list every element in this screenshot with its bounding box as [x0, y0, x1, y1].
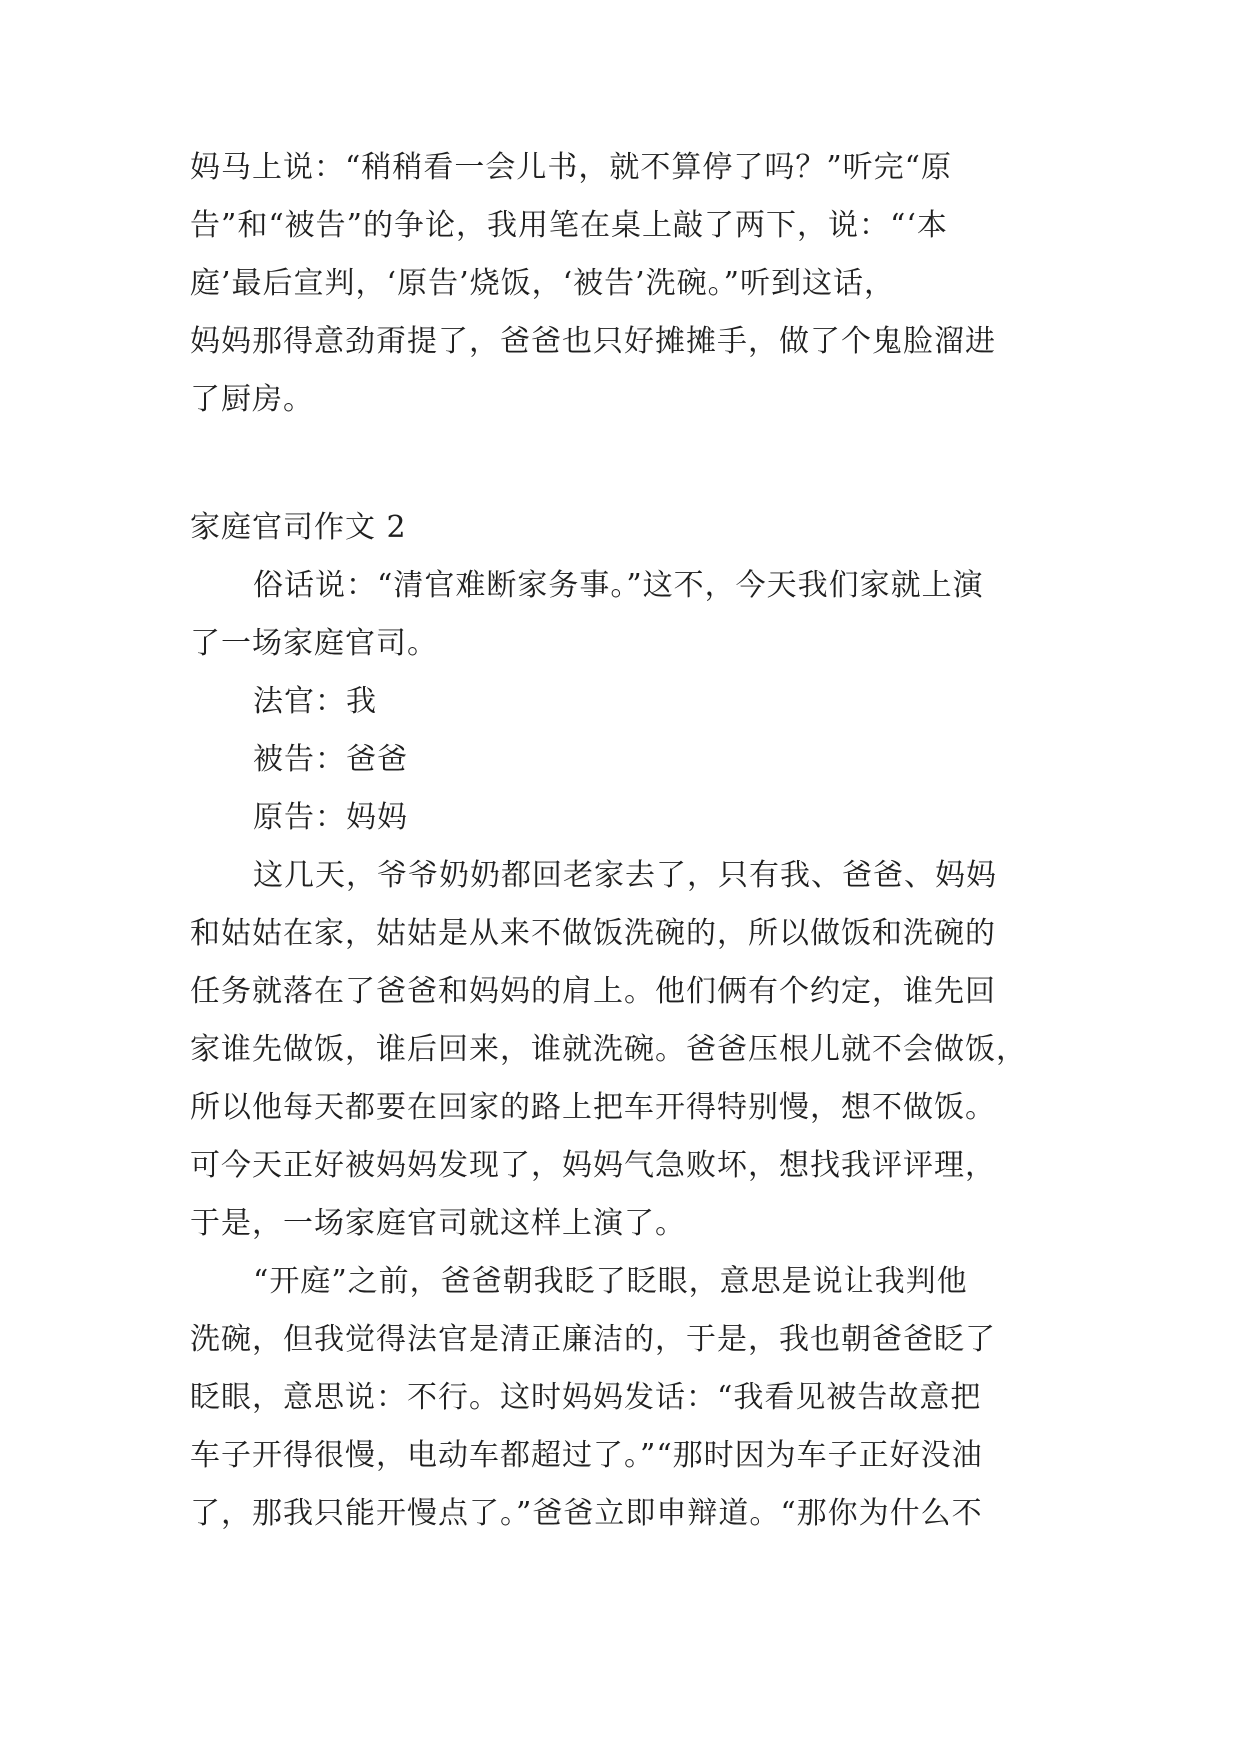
paragraph-line: 眨眼，意思说：不行。这时妈妈发话：“我看见被告故意把: [190, 1380, 982, 1415]
paragraph-line: 了一场家庭官司。: [190, 626, 438, 661]
paragraph-line: 所以他每天都要在回家的路上把车开得特别慢，想不做饭。: [190, 1090, 996, 1125]
paragraph-line: 家谁先做饭，谁后回来，谁就洗碗。爸爸压根儿就不会做饭，: [190, 1032, 1027, 1067]
paragraph-line: 任务就落在了爸爸和妈妈的肩上。他们俩有个约定，谁先回: [190, 974, 996, 1009]
paragraph-line: 告”和“被告”的争论，我用笔在桌上敲了两下，说：“‘本: [190, 208, 948, 243]
paragraph-line: 于是，一场家庭官司就这样上演了。: [190, 1206, 686, 1241]
paragraph-line: 了，那我只能开慢点了。”爸爸立即申辩道。“那你为什么不: [190, 1496, 983, 1531]
paragraph-line: 妈妈那得意劲甭提了，爸爸也只好摊摊手，做了个鬼脸溜进: [190, 324, 996, 359]
paragraph-line: 车子开得很慢，电动车都超过了。”“那时因为车子正好没油: [190, 1438, 983, 1473]
paragraph-line: 庭’最后宣判，‘原告’烧饭，‘被告’洗碗。”听到这话，: [190, 266, 896, 301]
paragraph-line: 俗话说：“清官难断家务事。”这不，今天我们家就上演: [253, 568, 984, 603]
paragraph-line: “开庭”之前，爸爸朝我眨了眨眼，意思是说让我判他: [253, 1264, 968, 1299]
cast-line: 被告：爸爸: [253, 742, 408, 777]
paragraph-line: 妈马上说：“稍稍看一会儿书，就不算停了吗？”听完“原: [190, 150, 953, 185]
paragraph-line: 了厨房。: [190, 382, 314, 417]
paragraph-line: 这几天，爷爷奶奶都回老家去了，只有我、爸爸、妈妈: [253, 858, 997, 893]
cast-line: 原告：妈妈: [253, 800, 408, 835]
paragraph-line: 洗碗，但我觉得法官是清正廉洁的，于是，我也朝爸爸眨了: [190, 1322, 996, 1357]
paragraph-line: 可今天正好被妈妈发现了，妈妈气急败坏，想找我评评理，: [190, 1148, 996, 1183]
cast-line: 法官：我: [253, 684, 377, 719]
section-title: 家庭官司作文 2: [190, 510, 407, 545]
paragraph-line: 和姑姑在家，姑姑是从来不做饭洗碗的，所以做饭和洗碗的: [190, 916, 996, 951]
